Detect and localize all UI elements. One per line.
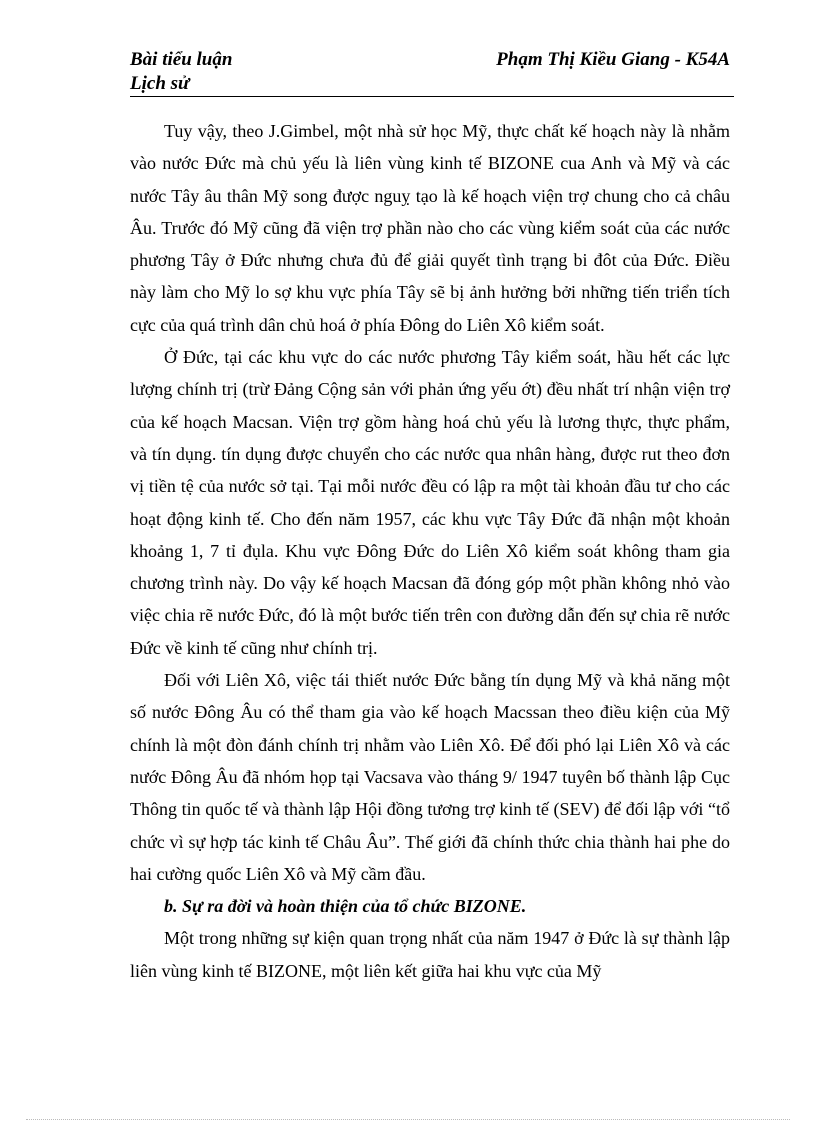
paragraph-4: Một trong những sự kiện quan trọng nhất của năm 1947 ở Đức là sự thành lập liên vùng kinh tế BIZONE, một liên kết giữa hai khu vực của Mỹ: [130, 928, 730, 981]
paragraph-1: Tuy vậy, theo J.Gimbel, một nhà sử học Mỹ, thực chất kế hoạch này là nhằm vào nước Đức mà chủ yếu là liên vùng kinh tế BIZONE cua Anh và Mỹ và các nước Tây âu thân Mỹ song được nguỵ tạo là kế hoạch viện trợ chung cho cả châu Âu. Trước đó Mỹ cũng đã viện trợ phần nào cho các vùng kiểm soát của các nước phương Tây ở Đức nhưng chưa đủ để giải quyết tình trạng bi đôt của Đức. Điều này làm cho Mỹ lo sợ khu vực phía Tây sẽ bị ảnh hưởng bởi những tiến triển tích cực của quá trình dân chủ hoá ở phía Đông do Liên Xô kiểm soát.: [130, 121, 730, 335]
paragraph-3: Đối với Liên Xô, việc tái thiết nước Đức bằng tín dụng Mỹ và khả năng một số nước Đông Âu có thể tham gia vào kế hoạch Macssan theo điều kiện của Mỹ chính là một đòn đánh chính trị nhằm vào Liên Xô. Để đối phó lại Liên Xô và các nước Đông Âu đã nhóm họp tại Vacsava vào tháng 9/ 1947 tuyên bố thành lập Cục Thông tin quốc tế và thành lập Hội đồng tương trợ kinh tế (SEV) để đối lập với “tổ chức vì sự hợp tác kinh tế Châu Âu”. Thế giới đã chính thức chia thành hai phe do hai cường quốc Liên Xô và Mỹ cầm đầu.: [130, 670, 730, 884]
paragraph-2: Ở Đức, tại các khu vực do các nước phương Tây kiểm soát, hầu hết các lực lượng chính trị (trừ Đảng Cộng sản với phản ứng yếu ớt) đều nhất trí nhận viện trợ của kế hoạch Macsan. Viện trợ gồm hàng hoá chủ yếu là lương thực, thực phẩm, và tín dụng. tín dụng được chuyển cho các nước qua nhân hàng, được rut theo đơn vị tiền tệ của nước sở tại. Tại mỗi nước đều có lập ra một tài khoản đầu tư cho các hoạt động kinh tế. Cho đến năm 1957, các khu vực Tây Đức đã nhận một khoản khoảng 1, 7 tỉ đụla. Khu vực Đông Đức do Liên Xô kiểm soát không tham gia chương trình này. Do vậy kế hoạch Macsan đã đóng góp một phần không nhỏ vào việc chia rẽ nước Đức, đó là một bước tiến trên con đường dẫn đến sự chia rẽ nước Đức về kinh tế cũng như chính trị.: [130, 347, 730, 658]
header-document-type: Bài tiểu luận: [130, 49, 233, 70]
header-left: [130, 48, 232, 96]
page-bottom-divider: [26, 1119, 790, 1120]
section-heading: b. Sự ra đời và hoàn thiện của tổ chức BIZONE.: [164, 896, 527, 917]
header-author: Phạm Thị Kiều Giang - K54A: [496, 49, 730, 70]
page-header: [130, 48, 734, 97]
header-subject: Lịch sử: [130, 73, 190, 94]
document-body: [130, 115, 730, 987]
